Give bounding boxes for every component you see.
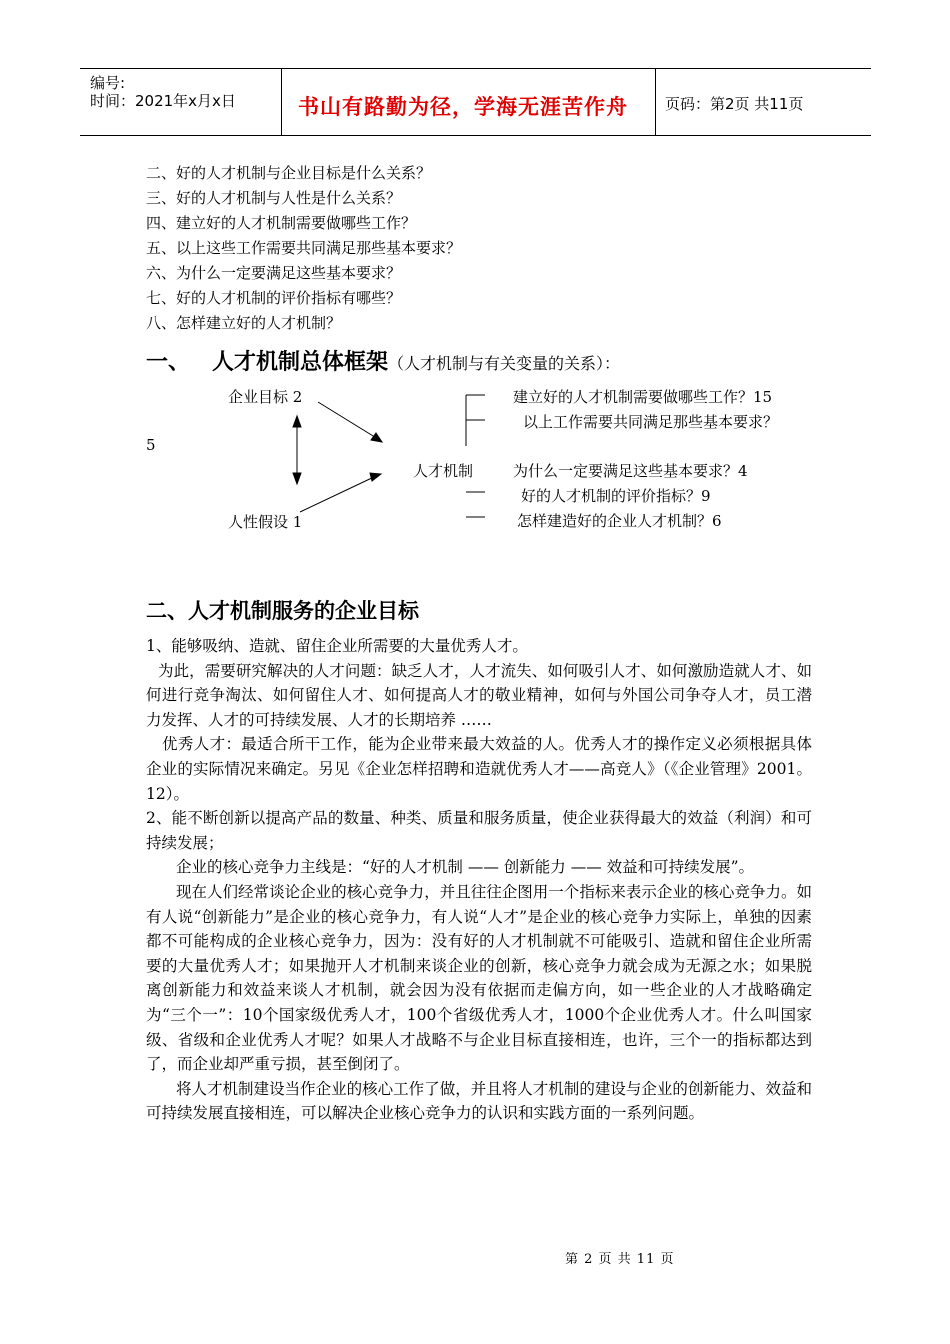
question-item: 八、怎样建立好的人才机制？ xyxy=(146,314,342,332)
arrow-head-up xyxy=(293,416,301,427)
paragraph-6: 现在人们经常谈论企业的核心竞争力，并且往往企图用一个指标来表示企业的核心竞争力。如有人说“创新能力”是企业的核心竞争力，有人说“人才”是企业的核心竞争力实际上，单独的因素都不可能构成的企业核心竞争力，因为：没有好的人才机制就不可能吸引、造就和留住企业所需要的大量优秀人才；如果抛开人才机制来谈企业的创新，核心竞争力就会成为无源之水；如果脱离创新能力和效益来谈人才机制，就会因为没有依据而走偏方向，如一些企业的人才战略确定为“三个一”：10个国家级优秀人才，100个省级优秀人才，1000个企业优秀人才。什么叫国家级、省级和企业优秀人才呢？如果人才战略不与企业目标直接相连，也许，三个一的指标都达到了，而企业却严重亏损，甚至倒闭了。 xyxy=(146,882,812,1074)
section2-body xyxy=(146,634,812,1126)
paragraph-3: 优秀人才：最适合所干工作，能为企业带来最大效益的人。优秀人才的操作定义必须根据具体企业的实际情况来确定。另见《企业怎样招聘和造就优秀人才——高竞人》（《企业管理》2001。12）。 xyxy=(146,735,812,803)
section1-subtitle: （人才机制与有关变量的关系）： xyxy=(388,354,621,373)
paragraph-2: 为此，需要研究解决的人才问题：缺乏人才，人才流失、如何吸引人才、如何激励造就人才、如何进行竞争淘汰、如何留住人才、如何提高人才的敬业精神，如何与外国公司争夺人才，员工潜力发挥、人才的可持续发展、人才的长期培养 …… xyxy=(146,661,812,729)
arrow-head-goal xyxy=(371,433,382,442)
section2-heading: 二、人才机制服务的企业目标 xyxy=(146,598,419,623)
section1-number: 一、 xyxy=(146,349,191,375)
arrow-head-hypothesis xyxy=(370,473,381,481)
header-page-label: 页码：第2页 共11页 xyxy=(665,95,804,113)
question-item: 六、为什么一定要满足这些基本要求？ xyxy=(146,264,402,282)
diagram-mechanism-label: 人才机制 xyxy=(413,462,474,480)
question-item: 五、以上这些工作需要共同满足那些基本要求？ xyxy=(146,239,462,257)
question-item: 七、好的人才机制的评价指标有哪些？ xyxy=(146,289,402,307)
diagram-goal-label: 企业目标 2 xyxy=(228,388,303,406)
diagram-item: 建立好的人才机制需要做哪些工作？15 xyxy=(513,388,773,406)
paragraph-4: 2、能不断创新以提高产品的数量、种类、质量和服务质量，使企业获得最大的效益（利润）和可持续发展； xyxy=(146,809,812,852)
header-motto: 书山有路勤为径，学海无涯苦作舟 xyxy=(298,94,628,119)
diagram-arrows xyxy=(0,0,950,600)
header-number-label: 编号: xyxy=(90,74,126,92)
paragraph-7: 将人才机制建设当作企业的核心工作了做，并且将人才机制的建设与企业的创新能力、效益和可持续发展直接相连，可以解决企业核心竞争力的认识和实践方面的一系列问题。 xyxy=(146,1079,812,1123)
diagram-item: 好的人才机制的评价指标？9 xyxy=(521,487,711,505)
page-footer: 第 2 页 共 11 页 xyxy=(565,1252,675,1267)
question-item: 三、好的人才机制与人性是什么关系？ xyxy=(146,189,402,207)
arrow-head-down xyxy=(293,473,301,484)
question-item: 二、好的人才机制与企业目标是什么关系？ xyxy=(146,164,432,182)
hypothesis-to-mechanism-line xyxy=(300,476,376,512)
diagram-left-number: 5 xyxy=(146,436,156,454)
paragraph-1: 1、能够吸纳、造就、留住企业所需要的大量优秀人才。 xyxy=(146,637,528,655)
section1-title: 人才机制总体框架 xyxy=(212,349,389,375)
diagram-item: 为什么一定要满足这些基本要求？4 xyxy=(513,462,748,480)
header-date-label: 时间：2021年x月x日 xyxy=(90,92,236,110)
diagram-item: 怎样建造好的企业人才机制？6 xyxy=(517,512,722,530)
paragraph-5: 企业的核心竞争力主线是：“好的人才机制 —— 创新能力 —— 效益和可持续发展”。 xyxy=(176,858,755,877)
goal-to-mechanism-line xyxy=(318,402,378,439)
diagram-hypothesis-label: 人性假设 1 xyxy=(228,513,303,531)
question-item: 四、建立好的人才机制需要做哪些工作？ xyxy=(146,214,417,232)
diagram-item: 以上工作需要共同满足那些基本要求？ xyxy=(523,413,779,431)
